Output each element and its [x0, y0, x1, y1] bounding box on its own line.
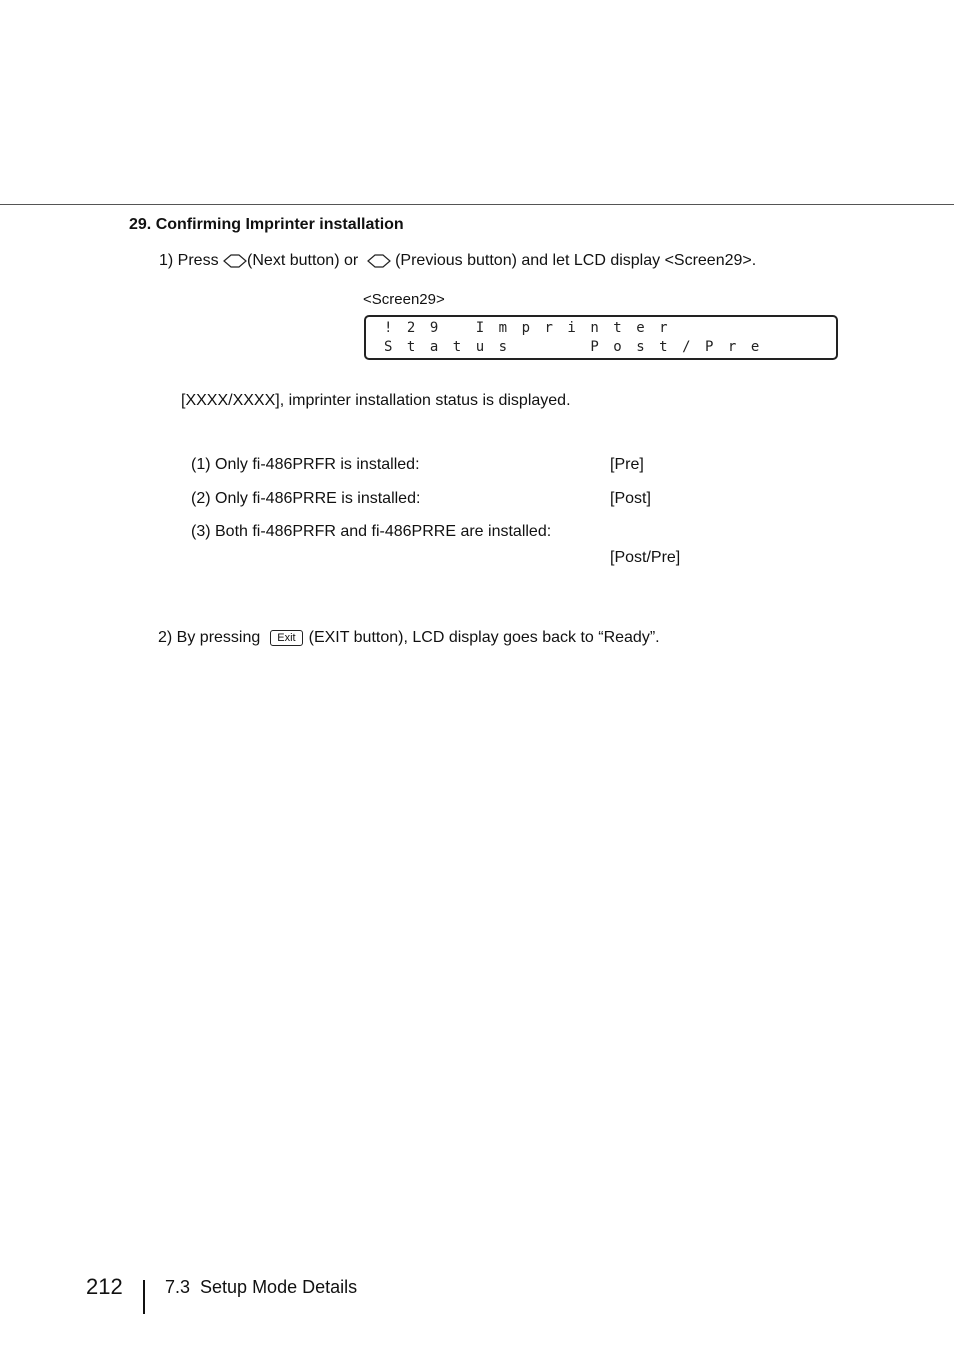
- footer-section-title: 7.3 Setup Mode Details: [165, 1277, 358, 1297]
- status-note: [XXXX/XXXX], imprinter installation status is displayed.: [181, 392, 571, 409]
- item-1-label: (1) Only fi-486PRFR is installed:: [191, 456, 420, 473]
- footer-divider: [143, 1280, 145, 1314]
- item-2-value: [Post]: [610, 490, 651, 507]
- lcd-row-2: Status Post/Pre: [384, 339, 774, 355]
- step-1-prefix: 1) Press: [159, 252, 219, 269]
- step-1-previous-text: (Previous button) and let LCD display <Screen29>.: [395, 252, 757, 269]
- top-rule: [0, 204, 954, 205]
- section-heading: 29. Confirming Imprinter installation: [129, 216, 404, 233]
- step-1-instruction: [159, 252, 756, 270]
- page-number: 212: [86, 1274, 123, 1299]
- step-1-next-text: (Next button) or: [247, 252, 359, 269]
- item-2-label: (2) Only fi-486PRRE is installed:: [191, 490, 421, 507]
- item-3-value: [Post/Pre]: [610, 549, 681, 566]
- lcd-display: [364, 315, 838, 360]
- exit-key-icon: Exit: [270, 630, 302, 646]
- step-2-instruction: [158, 629, 660, 647]
- screen-label: <Screen29>: [363, 291, 445, 308]
- step-2-suffix: (EXIT button), LCD display goes back to “Ready”.: [308, 629, 660, 646]
- next-button-icon: [223, 252, 247, 268]
- lcd-row-1: !29 Imprinter: [384, 320, 683, 336]
- item-3-label: (3) Both fi-486PRFR and fi-486PRRE are installed:: [191, 523, 552, 540]
- item-1-value: [Pre]: [610, 456, 644, 473]
- step-2-prefix: 2) By pressing: [158, 629, 261, 646]
- previous-button-icon: [367, 252, 391, 268]
